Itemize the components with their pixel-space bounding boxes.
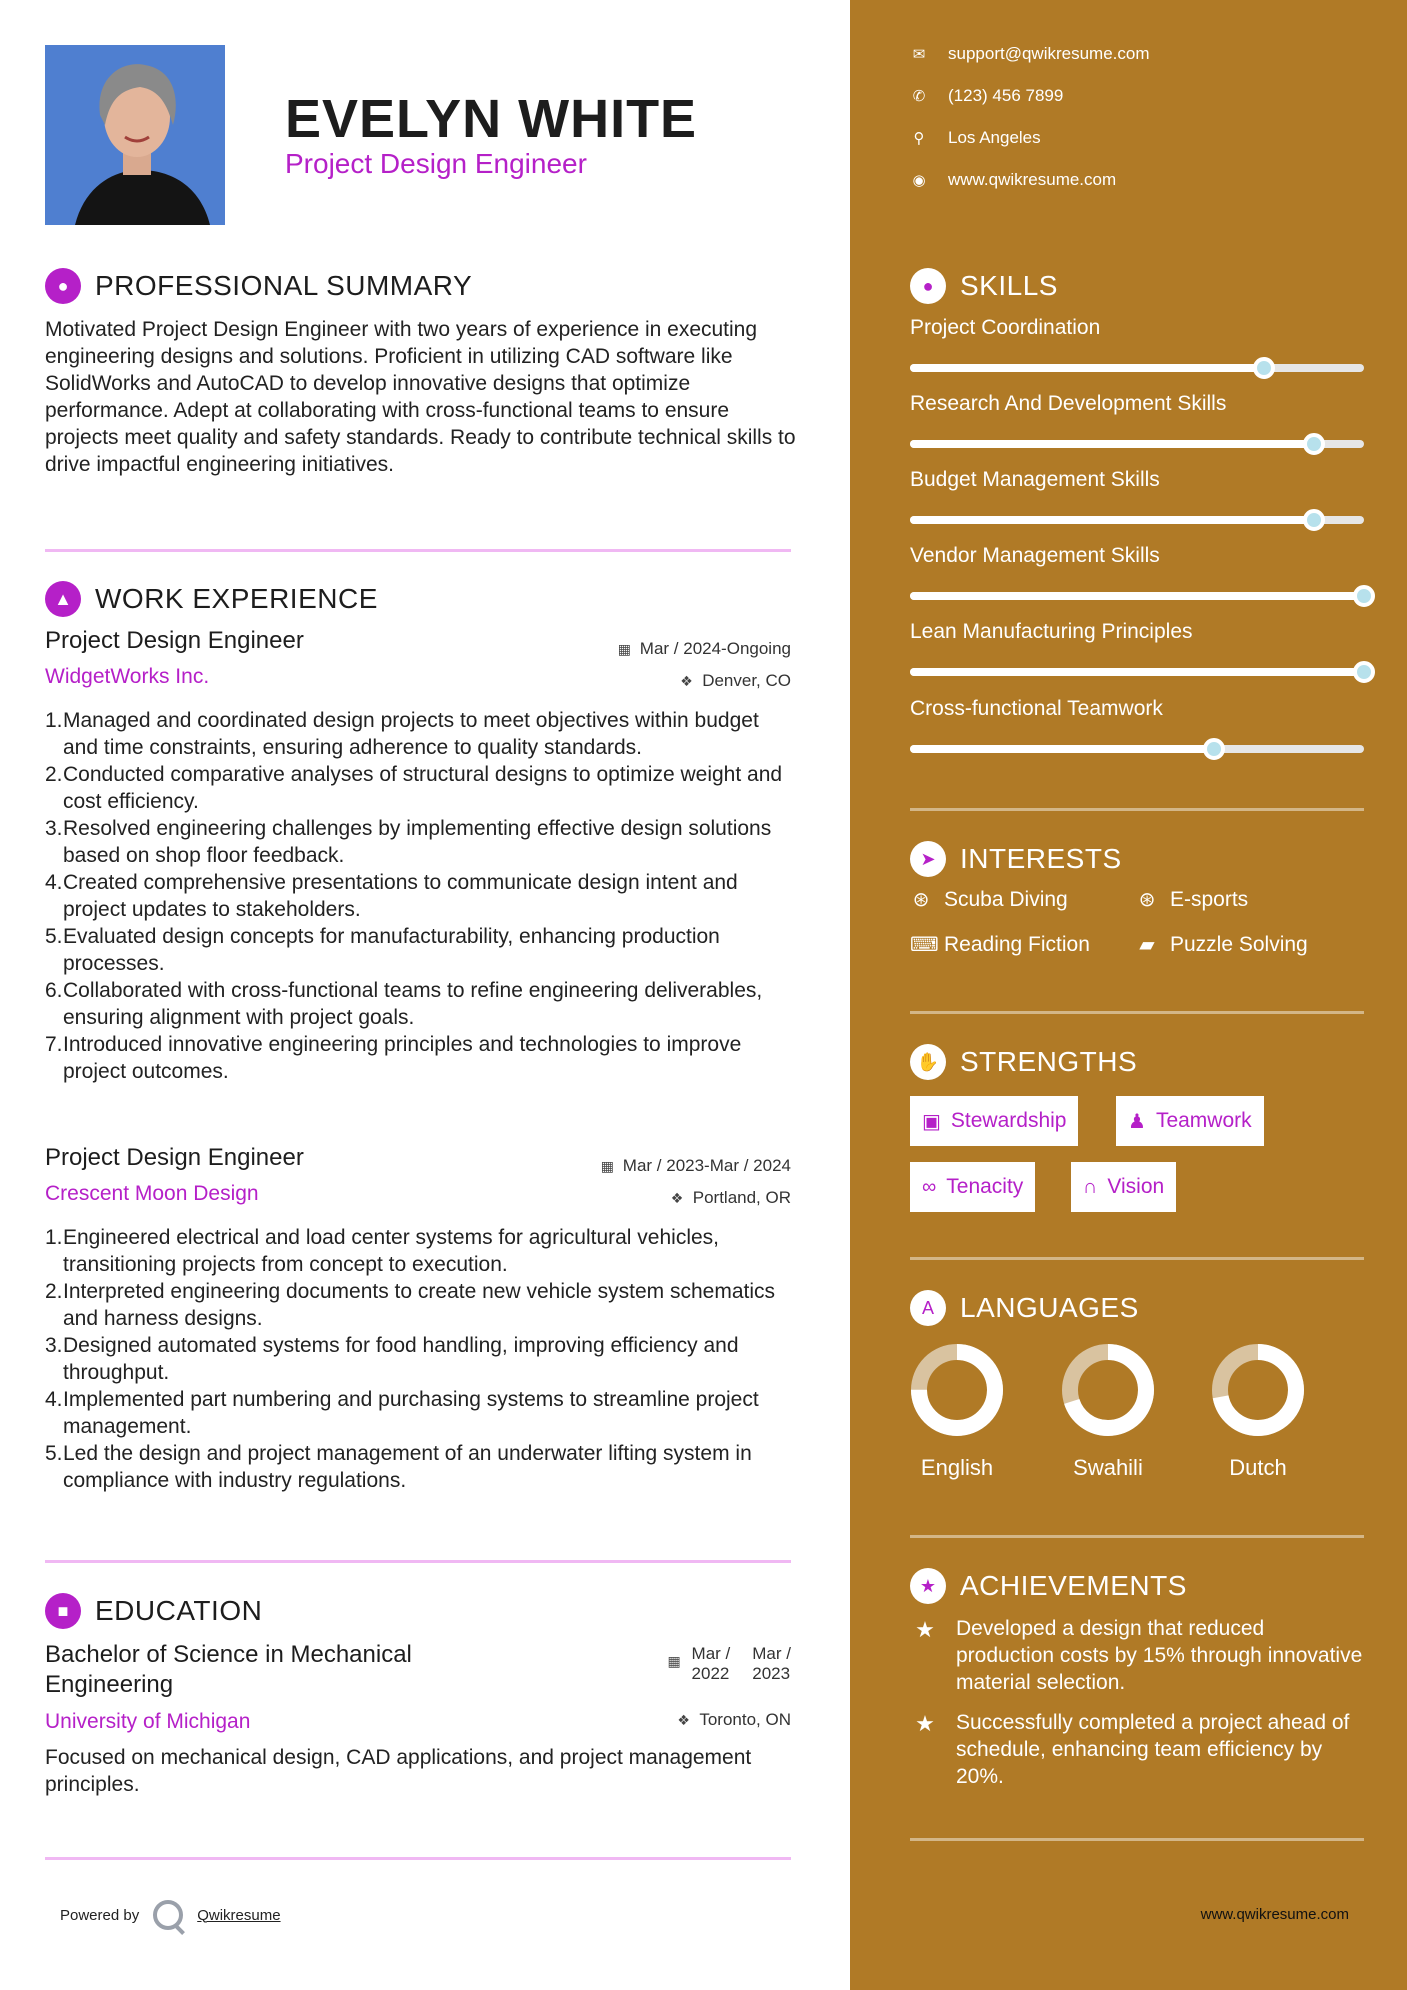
- contact-location: [910, 128, 1041, 148]
- education-heading: [45, 1593, 262, 1629]
- list-item: 5. Led the design and project management of an underwater lifting system in compliance with industry regulations.: [45, 1442, 752, 1492]
- fist-icon: ✋: [910, 1044, 946, 1080]
- skill-label: Vendor Management Skills: [910, 544, 1160, 567]
- skill-bar-knob: [1253, 357, 1275, 379]
- interest-label: Scuba Diving: [944, 887, 1068, 911]
- skill-bar: [910, 745, 1364, 753]
- skill-bar-fill: [910, 364, 1264, 372]
- list-item: 4. Implemented part numbering and purchasing systems to streamline project management.: [45, 1388, 759, 1438]
- skill-bar-knob: [1203, 738, 1225, 760]
- list-item: 3. Resolved engineering challenges by implementing effective design solutions based on shop floor feedback.: [45, 817, 772, 867]
- strength-badge: [910, 1162, 1035, 1212]
- strengths-title: STRENGTHS: [960, 1046, 1138, 1077]
- contact-phone: [910, 86, 1063, 106]
- achievements-title: ACHIEVEMENTS: [960, 1570, 1187, 1601]
- skill-bar-knob: [1303, 509, 1325, 531]
- section-divider: [45, 549, 791, 552]
- calendar-icon: ▦: [600, 1158, 615, 1174]
- job-title: Project Design Engineer: [45, 1144, 304, 1171]
- job-title: Project Design Engineer: [45, 627, 304, 654]
- job-dates-text: Mar / 2024-Ongoing: [639, 639, 791, 658]
- envelope-icon: ✉: [912, 46, 926, 63]
- location-icon: ⚲: [913, 130, 925, 147]
- education-entry: [45, 1640, 791, 1798]
- skill-item: [910, 468, 1364, 524]
- sidebar-divider: [910, 808, 1364, 811]
- skill-bar: [910, 440, 1364, 448]
- pin-icon: ❖: [670, 1190, 684, 1206]
- languages-heading: [910, 1290, 1139, 1326]
- list-item: 7. Introduced innovative engineering principles and technologies to improve project outcomes.: [45, 1033, 742, 1083]
- strengths-heading: [910, 1044, 1137, 1080]
- strength-badge: [1116, 1096, 1264, 1146]
- skill-bar-fill: [910, 745, 1214, 753]
- user-icon: ●: [45, 268, 81, 304]
- language-gauge: [1211, 1343, 1305, 1437]
- skill-bar-knob: [1353, 585, 1375, 607]
- strength-label: Teamwork: [1155, 1109, 1252, 1132]
- skill-label: Research And Development Skills: [910, 392, 1227, 415]
- strength-label: Vision: [1107, 1175, 1165, 1198]
- contact-location-text: Los Angeles: [948, 128, 1041, 147]
- school-name: University of Michigan: [45, 1710, 251, 1733]
- skill-bar-fill: [910, 668, 1364, 676]
- lifebuoy-icon: ⊛: [912, 889, 930, 911]
- profile-photo: [45, 45, 225, 225]
- book-icon: ▰: [1139, 934, 1155, 956]
- candidate-role: Project Design Engineer: [285, 148, 587, 179]
- experience-heading: [45, 581, 378, 617]
- list-item: 5. Evaluated design concepts for manufacturability, enhancing production processes.: [45, 925, 720, 975]
- skill-bar-fill: [910, 440, 1314, 448]
- briefcase-icon: ▣: [922, 1110, 941, 1133]
- language-item: [1043, 1343, 1173, 1481]
- lightbulb-icon: ●: [910, 268, 946, 304]
- job-location: [671, 1188, 791, 1208]
- job-dates-text: Mar / 2023-Mar / 2024: [622, 1156, 791, 1175]
- job-location-text: Portland, OR: [692, 1188, 791, 1207]
- achievement-item: [910, 1709, 1364, 1790]
- achievement-text: Developed a design that reduced production costs by 15% through innovative material selection.: [956, 1617, 1363, 1694]
- gamepad-icon: ⌨: [910, 934, 939, 956]
- education-location-text: Toronto, ON: [699, 1710, 791, 1729]
- list-item: 4. Created comprehensive presentations to communicate design intent and project updates to stakeholders.: [45, 871, 738, 921]
- translate-icon: A: [910, 1290, 946, 1326]
- skill-label: Budget Management Skills: [910, 468, 1160, 491]
- interest-item: [1136, 932, 1308, 957]
- achievement-text: Successfully completed a project ahead of schedule, enhancing team efficiency by 20%.: [956, 1711, 1350, 1788]
- job-bullets: [45, 707, 791, 1085]
- footer-powered: [60, 1900, 281, 1930]
- list-item: 1. Managed and coordinated design projects to meet objectives within budget and time constraints, ensuring adherence to quality standards.: [45, 709, 759, 759]
- job-bullets: [45, 1224, 791, 1494]
- strength-label: Tenacity: [946, 1175, 1024, 1198]
- job-location: [680, 671, 791, 691]
- summary-text: Motivated Project Design Engineer with two years of experience in executing engineering designs and solutions. Proficient in utilizing CAD software like SolidWorks and AutoCAD to develop innovative designs that optimize performance. Adept at collaborating with cross-functional teams to ensure projects meet quality and safety standards. Ready to contribute technical skills to drive impactful engineering initiatives.: [45, 318, 796, 476]
- qwikresume-logo-icon: [153, 1900, 183, 1930]
- list-item: 3. Designed automated systems for food handling, improving efficiency and throughput.: [45, 1334, 739, 1384]
- calendar-icon: ▦: [617, 641, 632, 657]
- sidebar-divider: [910, 1838, 1364, 1841]
- list-item: 2. Interpreted engineering documents to create new vehicle system schematics and harness designs.: [45, 1280, 776, 1330]
- candidate-name: EVELYN WHITE: [285, 89, 698, 149]
- skill-label: Cross-functional Teamwork: [910, 697, 1163, 720]
- skill-bar: [910, 364, 1364, 372]
- interest-label: Reading Fiction: [944, 932, 1090, 956]
- job-dates: [601, 1156, 791, 1176]
- sidebar-divider: [910, 1011, 1364, 1014]
- interest-item: [1136, 887, 1248, 912]
- job-entry-1: [45, 627, 791, 1085]
- star-icon: ★: [910, 1568, 946, 1604]
- qwikresume-link[interactable]: Qwikresume: [197, 1906, 281, 1924]
- list-item: 1. Engineered electrical and load center systems for agricultural vehicles, transitioning projects from concept to execution.: [45, 1226, 719, 1276]
- skill-bar: [910, 592, 1364, 600]
- skill-item: [910, 316, 1364, 372]
- language-label: Dutch: [1229, 1455, 1287, 1480]
- contact-website[interactable]: [910, 170, 1116, 190]
- skills-heading: [910, 268, 1058, 304]
- skill-bar-knob: [1353, 661, 1375, 683]
- globe-icon: ◉: [912, 172, 926, 189]
- job-company: WidgetWorks Inc.: [45, 665, 210, 688]
- section-divider: [45, 1560, 791, 1563]
- list-item: 6. Collaborated with cross-functional teams to refine engineering deliverables, ensuring alignment with project goals.: [45, 979, 763, 1029]
- binoculars-icon: ∩: [1083, 1175, 1098, 1198]
- job-company: Crescent Moon Design: [45, 1182, 259, 1205]
- languages-title: LANGUAGES: [960, 1292, 1139, 1323]
- interest-item: [910, 932, 1090, 957]
- contact-email-text: support@qwikresume.com: [948, 44, 1150, 63]
- footer-website[interactable]: www.qwikresume.com: [1200, 1906, 1349, 1923]
- star-icon: ★: [915, 1617, 935, 1642]
- link-icon: ∞: [922, 1175, 937, 1198]
- sidebar-divider: [910, 1257, 1364, 1260]
- language-item: [1193, 1343, 1323, 1481]
- profile-photo-illustration: [45, 45, 225, 225]
- skill-item: [910, 544, 1364, 600]
- education-dates: [668, 1644, 791, 1684]
- education-start: Mar / 2022: [691, 1644, 731, 1683]
- strength-badge: [910, 1096, 1078, 1146]
- strength-badge: [1071, 1162, 1176, 1212]
- skills-title: SKILLS: [960, 270, 1058, 301]
- interest-label: E-sports: [1170, 887, 1249, 911]
- pin-icon: ❖: [680, 673, 693, 689]
- phone-icon: ✆: [912, 88, 926, 105]
- language-gauge: [910, 1343, 1004, 1437]
- interest-item: [910, 887, 1068, 912]
- skill-bar: [910, 668, 1364, 676]
- job-location-text: Denver, CO: [702, 671, 791, 690]
- strength-label: Stewardship: [950, 1109, 1067, 1132]
- pin-icon: ❖: [677, 1712, 690, 1728]
- section-divider: [45, 1857, 791, 1860]
- education-title: EDUCATION: [95, 1595, 263, 1626]
- education-end: Mar / 2023: [752, 1644, 791, 1683]
- summary-title: PROFESSIONAL SUMMARY: [95, 270, 473, 301]
- education-location: [677, 1710, 791, 1730]
- summary-heading: [45, 268, 472, 304]
- job-entry-2: [45, 1144, 791, 1494]
- skill-item: [910, 620, 1364, 676]
- sidebar: [850, 0, 1407, 1990]
- paper-plane-icon: ➤: [910, 841, 946, 877]
- job-dates: [618, 639, 791, 659]
- achievements-heading: [910, 1568, 1187, 1604]
- skill-item: [910, 697, 1364, 753]
- education-description: Focused on mechanical design, CAD applications, and project management principles.: [45, 1746, 752, 1796]
- achievement-item: [910, 1615, 1364, 1696]
- briefcase-icon: ▲: [45, 581, 81, 617]
- calendar-icon: ▦: [667, 1653, 681, 1669]
- skill-bar-fill: [910, 592, 1364, 600]
- skill-bar-knob: [1303, 433, 1325, 455]
- skill-item: [910, 392, 1364, 448]
- language-label: Swahili: [1073, 1455, 1143, 1480]
- users-icon: ♟: [1128, 1110, 1146, 1133]
- graduate-icon: ■: [45, 1593, 81, 1629]
- language-item: [892, 1343, 1022, 1481]
- interests-title: INTERESTS: [960, 843, 1122, 874]
- list-item: 2. Conducted comparative analyses of structural designs to optimize weight and cost efficiency.: [45, 763, 783, 813]
- skill-bar: [910, 516, 1364, 524]
- interest-label: Puzzle Solving: [1170, 932, 1308, 956]
- skill-bar-fill: [910, 516, 1314, 524]
- powered-by-text: Powered by: [60, 1906, 140, 1924]
- contact-email[interactable]: [910, 44, 1150, 64]
- degree-title: Bachelor of Science in Mechanical Engineering: [45, 1641, 412, 1698]
- sidebar-divider: [910, 1535, 1364, 1538]
- star-icon: ★: [915, 1711, 935, 1736]
- language-gauge: [1061, 1343, 1155, 1437]
- contact-website-text: www.qwikresume.com: [948, 170, 1117, 189]
- interests-heading: [910, 841, 1122, 877]
- experience-title: WORK EXPERIENCE: [95, 583, 378, 614]
- lifebuoy-icon: ⊛: [1138, 889, 1156, 911]
- contact-phone-text: (123) 456 7899: [948, 86, 1064, 105]
- skill-label: Project Coordination: [910, 316, 1101, 339]
- language-label: English: [920, 1455, 994, 1480]
- skill-label: Lean Manufacturing Principles: [910, 620, 1193, 643]
